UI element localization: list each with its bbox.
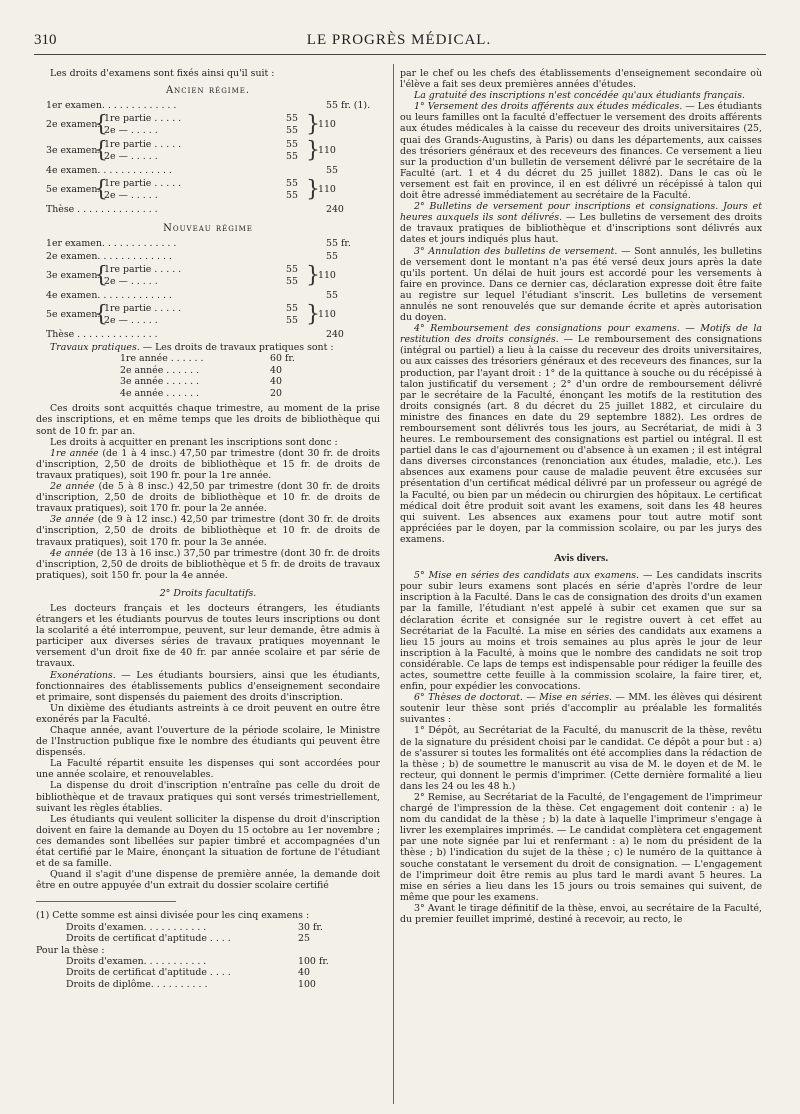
brace-left: {	[94, 177, 108, 203]
paragraph: Les droits à acquitter en prenant les inscriptions sont donc :	[50, 436, 338, 448]
fee-label: 4e examen. . . . . . . . . . . . .	[46, 165, 172, 177]
fee-amount: 55	[326, 251, 338, 263]
footnote-rule	[36, 901, 176, 902]
year-3-paragraph: 3e année (de 9 à 12 insc.) 42,50 par trimestre (dont 30 fr. de droits d'inscription, 2,50 de droits de bibliothèque et 10 fr. de droits de travaux pratiques), soit 170 fr. pour la 3e année.	[36, 514, 380, 548]
fee-amount: 55	[326, 165, 338, 177]
right-column	[400, 68, 762, 925]
year-row	[120, 376, 380, 388]
brace-right: }	[306, 138, 320, 164]
paragraph: Un dixième des étudiants astreints à ce droit peuvent en outre être exonérés par la Faculté.	[36, 702, 380, 725]
part-1: 1re partie . . . . .	[104, 139, 182, 151]
page-number: 310	[34, 32, 57, 48]
part-2: 2e — . . . . .	[104, 151, 158, 163]
fee-label: 2e examen. . . . . . . . . . . . .	[46, 251, 172, 263]
year-row	[120, 388, 380, 400]
fee-label: 3e examen.	[46, 270, 101, 282]
part-1-amount: 55	[286, 303, 298, 315]
fee-amount: 55 fr.	[326, 238, 351, 250]
fee-total: 110	[318, 184, 336, 196]
year-label: 2e année . . . . . .	[120, 364, 200, 376]
section-heading: 2° Droits facultatifs.	[159, 587, 257, 599]
footnote-these: Pour la thèse :	[36, 944, 105, 956]
part-2-amount: 55	[286, 190, 298, 202]
fee-row	[46, 238, 380, 251]
year-amount: 40	[270, 364, 282, 376]
fee-amount: 240	[326, 329, 344, 341]
fee-total: 110	[318, 145, 336, 157]
part-1: 1re partie . . . . .	[104, 303, 182, 315]
year-2-paragraph: 2e année (de 5 à 8 insc.) 42,50 par trimestre (dont 30 fr. de droits d'inscription, 2,50 de droits de bibliothèque et 10 fr. de droits de travaux pratiques), soit 170 fr. pour la 2e année.	[36, 481, 380, 515]
fee-total: 110	[318, 309, 336, 321]
fee-pair	[46, 139, 380, 165]
brace-left: {	[94, 263, 108, 289]
fee-label: 5e examen.	[46, 184, 101, 196]
paragraph: par le chef ou les chefs des établissements d'enseignement secondaire où l'élève a fait ses deux premières années d'études.	[400, 68, 762, 91]
fee-label: 1er examen. . . . . . . . . . . . .	[46, 238, 177, 250]
fee-label: 2e examen.	[46, 119, 101, 131]
journal-title: LE PROGRÈS MÉDICAL.	[306, 32, 492, 48]
left-column	[36, 68, 380, 990]
part-2-amount: 55	[286, 315, 298, 327]
fee-amount: 55 fr. (1).	[326, 100, 371, 112]
brace-right: }	[306, 263, 320, 289]
footnote-row: Droits de certificat d'aptitude . . . . 40	[66, 967, 310, 979]
paragraph: Chaque année, avant l'ouverture de la période scolaire, le Ministre de l'Instruction publique fixe le nombre des étudiants qui peuvent être dispensés.	[36, 725, 380, 759]
footnote-row: Droits d'examen. . . . . . . . . . . 100 fr.	[66, 955, 329, 967]
footnote-intro: (1) Cette somme est ainsi divisée pour les cinq examens :	[36, 910, 310, 922]
paragraph: La dispense du droit d'inscription n'entraîne pas celle du droit de bibliothèque et de travaux pratiques qui sont versés trimestriellement, suivant les règles établies.	[36, 780, 380, 814]
part-1-amount: 55	[286, 113, 298, 125]
year-label: 3e année . . . . . .	[120, 376, 200, 388]
part-1: 1re partie . . . . .	[104, 113, 182, 125]
paragraph: 3° Avant le tirage définitif de la thèse, envoi, au secrétaire de la Faculté, du premier feuillet imprimé, destiné à recevoir, au recto, le	[400, 902, 762, 926]
part-1: 1re partie . . . . .	[104, 178, 182, 190]
fee-row	[46, 329, 380, 342]
gratuite-note: La gratuité des inscriptions n'est concédée qu'aux étudiants français.	[414, 90, 745, 102]
paragraph: Les docteurs français et les docteurs étrangers, les étudiants étrangers et les étudiants pourvus de toutes leurs inscriptions ou dont la scolarité a été interrompue, peuvent, sur leur demande, être admis à participer aux diverses séries de travaux pratiques moyennant le versement d'un droit fixe de 40 fr. par année scolaire et par série de travaux.	[36, 602, 380, 670]
fee-total: 110	[318, 119, 336, 131]
year-amount: 20	[270, 387, 282, 399]
part-1: 1re partie . . . . .	[104, 264, 182, 276]
fee-amount: 240	[326, 204, 344, 216]
part-1-amount: 55	[286, 264, 298, 276]
fee-label: Thèse . . . . . . . . . . . . . .	[46, 329, 158, 341]
fee-pair	[46, 264, 380, 290]
fee-label: 1er examen. . . . . . . . . . . . .	[46, 100, 177, 112]
part-1-amount: 55	[286, 139, 298, 151]
column-divider	[393, 64, 394, 1104]
brace-right: }	[306, 302, 320, 328]
brace-left: {	[94, 302, 108, 328]
part-2-amount: 55	[286, 151, 298, 163]
page-header	[34, 32, 764, 52]
fee-total: 110	[318, 270, 336, 282]
part-2: 2e — . . . . .	[104, 276, 158, 288]
fee-label: 4e examen. . . . . . . . . . . . .	[46, 290, 172, 302]
fee-label: 5e examen.	[46, 309, 101, 321]
fee-amount: 55	[326, 290, 338, 302]
section-3: 3° Annulation des bulletins de versement. — Sont annulés, les bulletins de versement dont le montant n'a pas été versé deux jours après la date qu'ils portent. Un délai de huit jours est accordé pour les versements à faire en province. Dans ce dernier cas, déclaration expresse doit être faite au registre sur lequel l'étudiant s'inscrit. Les bulletins de versement annulés ne sont renouvelés que sur demande écrite et après autorisation du doyen.	[400, 245, 762, 324]
year-4-paragraph: 4e année (de 13 à 16 insc.) 37,50 par trimestre (dont 30 fr. de droits d'inscription, 2,50 de droits de bibliothèque et 5 fr. de droits de travaux pratiques), soit 150 fr. pour la 4e année.	[36, 547, 380, 581]
travaux-pratiques-intro: Travaux pratiques. — Les droits de travaux pratiques sont :	[50, 342, 334, 354]
brace-left: {	[94, 138, 108, 164]
fee-pair	[46, 178, 380, 204]
fee-pair	[46, 113, 380, 139]
fee-pair	[46, 303, 380, 329]
section-2: 2° Bulletins de versement pour inscriptions et consignations. Jours et heures auxquels ils sont délivrés. — Les bulletins de versement des droits de travaux pratiques de bibliothèque et d'inscriptions sont délivrés aux dates et jours indiqués plus haut.	[400, 201, 763, 246]
year-1-paragraph: 1re année (de 1 à 4 insc.) 47,50 par trimestre (dont 30 fr. de droits d'inscription, 2,50 de droits de bibliothèque et 15 fr. de droits de travaux pratiques), soit 190 fr. pour la 1re année.	[36, 447, 380, 481]
nouveau-regime-title: Nouveau régime	[163, 223, 253, 235]
year-label: 4e année . . . . . .	[120, 387, 200, 399]
exonerations-paragraph: Exonérations. — Les étudiants boursiers, ainsi que les étudiants, fonctionnaires des établissements publics d'enseignement secondaire et primaire, sont dispensés du paiement des droits d'inscription.	[36, 669, 380, 703]
year-row	[120, 365, 380, 377]
paragraph: La Faculté répartit ensuite les dispenses qui sont accordées pour une année scolaire, et renouvelables.	[36, 758, 380, 781]
fee-label: 3e examen.	[46, 145, 101, 157]
part-2-amount: 55	[286, 125, 298, 137]
brace-right: }	[306, 112, 320, 138]
section-6: 6° Thèses de doctorat. — Mise en séries. — MM. les élèves qui désirent soutenir leur thèse sont priés d'accomplir au préalable les formalités suivantes :	[400, 692, 762, 726]
paragraph: Les étudiants qui veulent solliciter la dispense du droit d'inscription doivent en faire la demande au Doyen du 15 octobre au 1er novembre ; ces demandes sont libellées sur papier timbré et accompagnées d'un état certifié par le Maire, énonçant la situation de fortune de l'étudiant et de sa famille.	[36, 813, 380, 870]
paragraph: 1° Dépôt, au Secrétariat de la Faculté, du manuscrit de la thèse, revêtu de la signature du président choisi par le candidat. Ce dépôt a pour but : a) de s'assurer si toutes les formalités ont été accomplies dans la rédaction de la thèse ; b) de soumettre le manuscrit au visa de M. le doyen et de M. le recteur, qui donnent le permis d'imprimer. (Cette dernière formalité a lieu dans les 24 ou les 48 h.)	[400, 725, 762, 792]
intro-text: Les droits d'examens sont fixés ainsi qu'il suit :	[50, 68, 275, 79]
brace-left: {	[94, 112, 108, 138]
fee-row	[46, 204, 380, 217]
footnote-row: Droits de diplôme. . . . . . . . . . 100	[66, 978, 316, 990]
footnote-row: Droits de certificat d'aptitude . . . . 25	[66, 933, 310, 944]
ancien-regime-title: Ancien régime.	[165, 85, 251, 97]
footnote-row: Droits d'examen. . . . . . . . . . . 30 fr.	[66, 921, 323, 933]
year-row	[120, 353, 380, 365]
brace-right: }	[306, 177, 320, 203]
paragraph: Quand il s'agit d'une dispense de première année, la demande doit être en outre appuyée d'un extrait du dossier scolaire certifié	[36, 869, 380, 892]
part-1-amount: 55	[286, 178, 298, 190]
year-amount: 40	[270, 376, 282, 388]
section-1: 1° Versement des droits afférents aux études médicales. — Les étudiants ou leurs familles ont la faculté d'effectuer le versement des droits afférents aux études médicales à la caisse du receveur des droits universitaires (25, quai des Grands-Augustins, à Paris) ou dans les départements, aux caisses des trésoriers généraux et des receveurs des finances. Ce versement a lieu sur la production d'un bulletin de versement délivré par le secrétaire de la Faculté (art. 1 et 4 du décret du 25 juillet 1882). Dans le cas où le versement est fait en province, il en est délivré un récépissé à talon qui doit être adressé immédiatement au secrétaire de la Faculté.	[400, 101, 762, 202]
year-amount: 60 fr.	[270, 353, 295, 365]
paragraph: Ces droits sont acquittés chaque trimestre, au moment de la prise des inscriptions, et en même temps que les droits de bibliothèque qui sont de 10 fr. par an.	[36, 403, 380, 437]
avis-divers-heading: Avis divers.	[553, 552, 609, 565]
fee-label: Thèse . . . . . . . . . . . . . .	[46, 204, 158, 216]
part-2: 2e — . . . . .	[104, 190, 158, 202]
section-4: 4° Remboursement des consignations pour examens. — Motifs de la restitution des droits consignés. — Le remboursement des consignations (intégral ou partiel) a lieu à la caisse du receveur des droits universitaires, ou aux caisses des trésoriers généraux et des receveurs des finances, sur la production, par l'ayant droit : 1° de la quittance à souche ou du récépissé à talon justificatif du versement ; 2° d'un ordre de remboursement délivré par le secrétaire de la Faculté, énonçant les motifs de la restitution des droits consignés (art. 8 du décret du 25 juillet 1882, et circulaire du ministre des finances en date du 29 septembre 1882). Les ordres de remboursement sont délivrés tous les jours, au Secrétariat, de midi à 3 heures. Le remboursement des consignations est partiel ou intégral. Il est partiel dans le cas d'ajournement ou d'absence à un examen ; il est intégral dans diverses circonstances (renonciation aux études, maladie, etc.). Les absences aux examens pour cause de maladie peuvent être excusées sur présentation d'un certificat médical délivré par un professeur ou agrégé de la Faculté, ou bien par un médecin ou chirurgien des hôpitaux. Le certificat médical doit être produit soit avant les examens, soit dans les 48 heures qui suivent. Les absences aux examens pour tout autre motif sont appréciées par le doyen, par la commission scolaire, ou par les jurys des examens.	[400, 323, 762, 545]
part-2-amount: 55	[286, 276, 298, 288]
year-label: 1re année . . . . . .	[120, 353, 204, 365]
part-2: 2e — . . . . .	[104, 315, 158, 327]
part-2: 2e — . . . . .	[104, 125, 158, 137]
paragraph: 2° Remise, au Secrétariat de la Faculté, de l'engagement de l'imprimeur chargé de l'impression de la thèse. Cet engagement doit contenir : a) le nom du candidat de la thèse ; b) la date à laquelle l'imprimeur s'engage à livrer les exemplaires imprimés. — Le candidat complètera cet engagement par une note signée par lui et renfermant : a) le nom du président de la thèse ; b) l'indication du sujet de la thèse ; c) le numéro de la quittance à souche constatant le versement du droit de consignation. — L'engagement de l'imprimeur doit être remis au plus tard le mardi avant 5 heures. La mise en séries a lieu dans les 15 jours ou trois semaines qui suivent, de même que pour les examens.	[400, 792, 762, 903]
header-rule	[34, 54, 766, 55]
section-5: 5° Mise en séries des candidats aux examens. — Les candidats inscrits pour subir leurs examens sont placés en série d'après l'ordre de leur inscription à la Faculté. Dans le cas de consignation des droits d'un examen par la famille, l'étudiant n'est appelé à subir cet examen que sur sa déclaration écrite et consignée sur le registre ouvert à cet effet au Secrétariat de la Faculté. La mise en séries des candidats aux examens a lieu 15 jours au moins et trois semaines au plus après le jour de leur inscription à la Faculté, à moins que le nombre des candidats ne soit trop considérable. Ce laps de temps est indispensable pour rédiger la feuille des actes, soumettre cette feuille à la commission scolaire, la faire tirer, et, enfin, pour expédier les convocations.	[400, 570, 762, 693]
